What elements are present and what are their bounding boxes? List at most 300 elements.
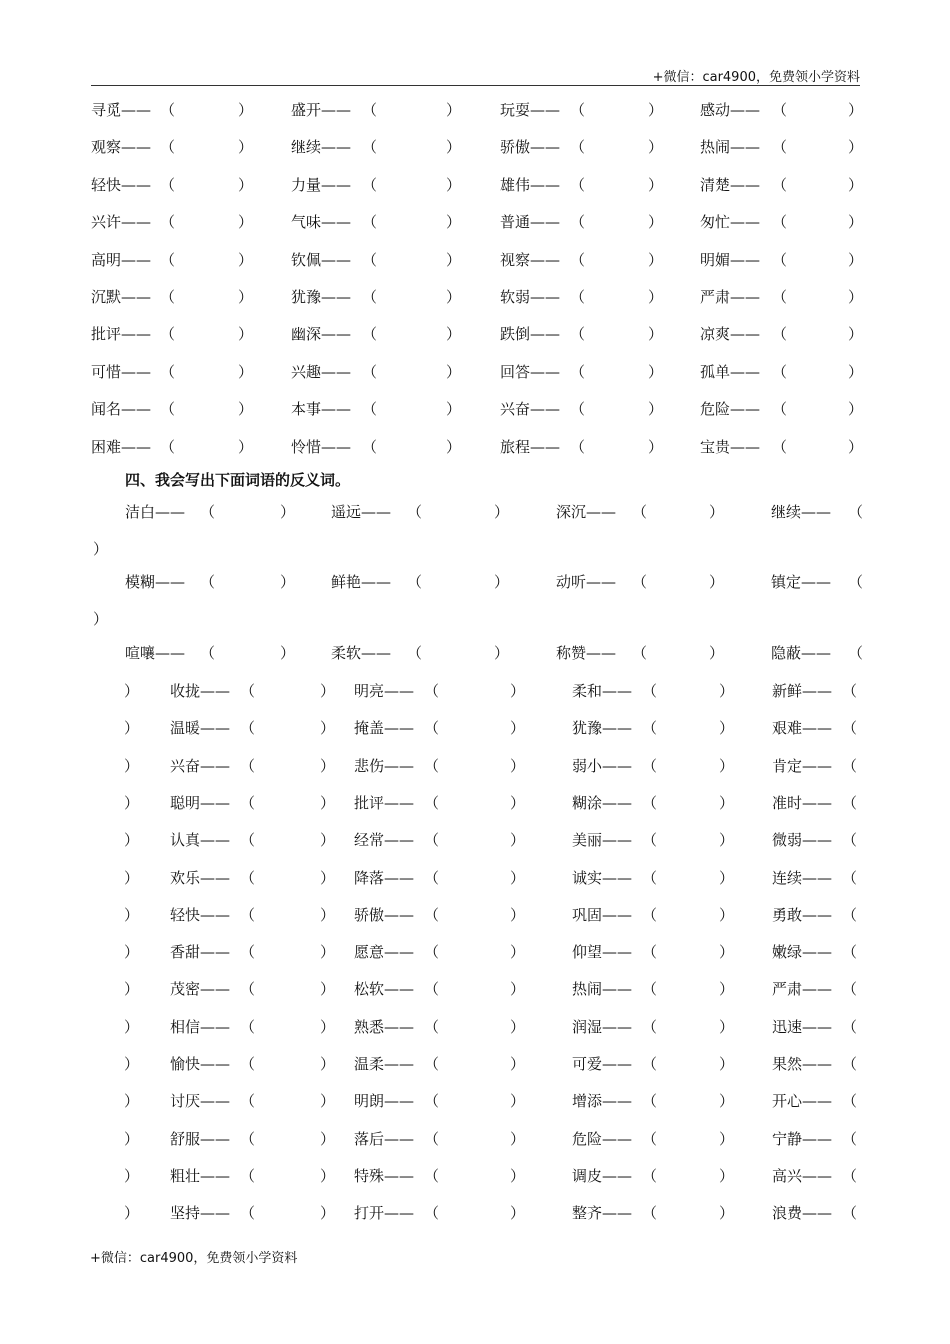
- blank-open-paren: （: [424, 793, 440, 812]
- blank-close-paren: ）: [648, 288, 664, 306]
- vocab-word: 增添——: [572, 1092, 633, 1111]
- blank-open-paren: （: [160, 101, 176, 119]
- blank-close-paren: ）: [446, 362, 462, 381]
- blank-open-paren: （: [424, 756, 440, 775]
- vocab-word: 巩固——: [572, 905, 633, 924]
- blank-open-paren: （: [424, 1055, 440, 1073]
- blank-open-paren: （: [424, 682, 440, 700]
- blank-open-paren: （: [570, 362, 586, 381]
- blank-open-paren: （: [772, 437, 788, 456]
- blank-close-paren: ）: [446, 175, 462, 194]
- header-rule: [91, 85, 860, 86]
- blank-close-paren: ）: [320, 682, 336, 700]
- blank-open-paren: （: [424, 1092, 440, 1111]
- vocab-word: 明朗——: [354, 1092, 415, 1111]
- blank-open-paren: （: [570, 400, 586, 419]
- blank-close-paren: ）: [320, 1092, 336, 1111]
- blank-open-paren: （: [240, 1017, 256, 1036]
- vocab-word: 盛开——: [291, 101, 352, 119]
- vocab-word: 明亮——: [354, 682, 415, 700]
- blank-open-paren: （: [642, 1204, 658, 1223]
- blank-close-paren: ）: [848, 213, 864, 232]
- vocab-word: 感动——: [700, 101, 761, 119]
- blank-open-paren: （: [842, 943, 858, 962]
- vocab-word: 高兴——: [772, 1166, 833, 1185]
- blank-close-paren: ）: [446, 437, 462, 456]
- blank-close-paren: ）: [446, 400, 462, 419]
- blank-open-paren: （: [570, 175, 586, 194]
- blank-close-paren: ）: [238, 362, 254, 381]
- blank-close-paren: ）: [848, 138, 864, 157]
- vocab-word: 骄傲——: [354, 905, 415, 924]
- section-4-heading: 四、我会写出下面词语的反义词。: [125, 471, 351, 489]
- vocab-word: 宁静——: [772, 1129, 833, 1148]
- blank-open-paren: （: [240, 1129, 256, 1148]
- blank-close-paren: ）: [848, 437, 864, 456]
- blank-open-paren: （: [772, 213, 788, 232]
- blank-close-paren: ）: [719, 1055, 735, 1073]
- vocab-word: 喧嚷——: [125, 644, 186, 662]
- vocab-word: 隐蔽——: [771, 644, 832, 662]
- vocab-word: 称赞——: [556, 644, 617, 662]
- blank-open-paren: （: [842, 1092, 858, 1111]
- blank-open-paren: （: [200, 503, 216, 521]
- blank-close-paren: ）: [320, 1129, 336, 1148]
- blank-open-paren: （: [240, 756, 256, 775]
- blank-close-paren: ）: [494, 503, 510, 521]
- blank-close-paren: ）: [648, 138, 664, 157]
- blank-open-paren: （: [362, 362, 378, 381]
- blank-open-paren: （: [642, 1129, 658, 1148]
- vocab-word: 经常——: [354, 831, 415, 850]
- blank-close-paren: ）: [238, 250, 254, 269]
- vocab-word: 困难——: [91, 437, 152, 456]
- blank-open-paren: （: [772, 138, 788, 157]
- vocab-word: 坚持——: [170, 1204, 231, 1223]
- blank-close-paren: ）: [280, 573, 296, 591]
- vocab-word: 凉爽——: [700, 325, 761, 344]
- blank-open-paren: （: [772, 101, 788, 119]
- blank-open-paren: （: [570, 138, 586, 157]
- vocab-word: 深沉——: [556, 503, 617, 521]
- blank-close-paren: ）: [446, 213, 462, 232]
- blank-close-paren: ）: [446, 250, 462, 269]
- blank-close-paren: ）: [446, 288, 462, 306]
- blank-open-paren: （: [772, 325, 788, 344]
- blank-open-paren: （: [160, 138, 176, 157]
- blank-close-paren: ）: [280, 503, 296, 521]
- vocab-word: 艰难——: [772, 719, 833, 738]
- blank-close-paren: ）: [238, 175, 254, 194]
- vocab-word: 热闹——: [572, 980, 633, 999]
- vocab-word: 果然——: [772, 1055, 833, 1073]
- vocab-word: 鲜艳——: [331, 573, 392, 591]
- vocab-word: 雄伟——: [500, 175, 561, 194]
- vocab-word: 寻觅——: [91, 101, 152, 119]
- blank-close-paren-wrapped: ）: [124, 682, 140, 700]
- blank-close-paren: ）: [648, 250, 664, 269]
- blank-open-paren: （: [642, 1055, 658, 1073]
- blank-close-paren: ）: [510, 943, 526, 962]
- blank-close-paren: ）: [648, 362, 664, 381]
- blank-open-paren: （: [424, 868, 440, 887]
- vocab-word: 沉默——: [91, 288, 152, 306]
- blank-close-paren: ）: [510, 1017, 526, 1036]
- blank-open-paren: （: [240, 1092, 256, 1111]
- vocab-word: 继续——: [771, 503, 832, 521]
- blank-open-paren: （: [362, 213, 378, 232]
- vocab-word: 愉快——: [170, 1055, 231, 1073]
- vocab-word: 批评——: [91, 325, 152, 344]
- vocab-word: 润湿——: [572, 1017, 633, 1036]
- blank-open-paren: （: [160, 175, 176, 194]
- vocab-word: 宝贵——: [700, 437, 761, 456]
- vocab-word: 视察——: [500, 250, 561, 269]
- blank-open-paren: （: [772, 288, 788, 306]
- blank-open-paren: （: [424, 980, 440, 999]
- blank-close-paren: ）: [848, 250, 864, 269]
- blank-open-paren: （: [362, 325, 378, 344]
- blank-close-paren-wrapped: ）: [124, 1166, 140, 1185]
- blank-open-paren: （: [642, 1166, 658, 1185]
- blank-close-paren: ）: [320, 1166, 336, 1185]
- blank-close-paren: ）: [719, 719, 735, 738]
- vocab-word: 嫩绿——: [772, 943, 833, 962]
- vocab-word: 诚实——: [572, 868, 633, 887]
- blank-close-paren: ）: [719, 905, 735, 924]
- blank-close-paren: ）: [320, 943, 336, 962]
- vocab-word: 仰望——: [572, 943, 633, 962]
- vocab-word: 舒服——: [170, 1129, 231, 1148]
- blank-open-paren: （: [362, 175, 378, 194]
- blank-close-paren-wrapped: ）: [124, 980, 140, 999]
- blank-close-paren-wrapped: ）: [124, 1129, 140, 1148]
- vocab-word: 降落——: [354, 868, 415, 887]
- blank-close-paren: ）: [494, 644, 510, 662]
- blank-close-paren: ）: [648, 213, 664, 232]
- blank-open-paren: （: [570, 437, 586, 456]
- blank-close-paren: ）: [719, 1129, 735, 1148]
- vocab-word: 观察——: [91, 138, 152, 157]
- blank-open-paren: （: [848, 573, 864, 591]
- vocab-word: 兴趣——: [291, 362, 352, 381]
- blank-open-paren: （: [642, 719, 658, 738]
- blank-close-paren: ）: [719, 831, 735, 850]
- vocab-word: 讨厌——: [170, 1092, 231, 1111]
- blank-open-paren: （: [842, 1204, 858, 1223]
- blank-close-paren: ）: [320, 793, 336, 812]
- blank-close-paren: ）: [320, 1017, 336, 1036]
- blank-close-paren: ）: [648, 437, 664, 456]
- blank-open-paren: （: [642, 831, 658, 850]
- blank-close-paren: ）: [238, 101, 254, 119]
- vocab-word: 清楚——: [700, 175, 761, 194]
- vocab-word: 力量——: [291, 175, 352, 194]
- blank-open-paren: （: [424, 1129, 440, 1148]
- vocab-word: 怜惜——: [291, 437, 352, 456]
- blank-open-paren: （: [160, 288, 176, 306]
- blank-open-paren: （: [642, 943, 658, 962]
- vocab-word: 打开——: [354, 1204, 415, 1223]
- blank-open-paren: （: [160, 437, 176, 456]
- blank-close-paren: ）: [719, 1017, 735, 1036]
- blank-open-paren: （: [642, 980, 658, 999]
- vocab-word: 热闹——: [700, 138, 761, 157]
- vocab-word: 愿意——: [354, 943, 415, 962]
- footer-note: +微信：car4900，免费领小学资料: [90, 1251, 298, 1266]
- vocab-word: 严肃——: [772, 980, 833, 999]
- blank-open-paren: （: [642, 1017, 658, 1036]
- vocab-word: 认真——: [170, 831, 231, 850]
- vocab-word: 柔和——: [572, 682, 633, 700]
- blank-close-paren-wrapped: ）: [124, 943, 140, 962]
- blank-open-paren: （: [848, 503, 864, 521]
- blank-close-paren: ）: [510, 756, 526, 775]
- blank-open-paren: （: [632, 644, 648, 662]
- blank-open-paren: （: [240, 831, 256, 850]
- blank-close-paren: ）: [280, 644, 296, 662]
- blank-close-paren: ）: [848, 288, 864, 306]
- blank-close-paren: ）: [648, 101, 664, 119]
- vocab-word: 闻名——: [91, 400, 152, 419]
- blank-open-paren: （: [772, 400, 788, 419]
- blank-close-paren: ）: [848, 175, 864, 194]
- vocab-word: 高明——: [91, 250, 152, 269]
- vocab-word: 兴奋——: [170, 756, 231, 775]
- vocab-word: 兴许——: [91, 213, 152, 232]
- blank-open-paren: （: [842, 868, 858, 887]
- blank-open-paren: （: [842, 756, 858, 775]
- blank-open-paren: （: [772, 362, 788, 381]
- vocab-word: 镇定——: [771, 573, 832, 591]
- blank-open-paren: （: [240, 980, 256, 999]
- blank-close-paren: ）: [510, 905, 526, 924]
- blank-close-paren: ）: [709, 503, 725, 521]
- vocab-word: 匆忙——: [700, 213, 761, 232]
- blank-open-paren: （: [424, 831, 440, 850]
- blank-open-paren: （: [842, 1017, 858, 1036]
- vocab-word: 准时——: [772, 793, 833, 812]
- blank-open-paren: （: [842, 1166, 858, 1185]
- vocab-word: 粗壮——: [170, 1166, 231, 1185]
- blank-close-paren: ）: [320, 719, 336, 738]
- vocab-word: 收拢——: [170, 682, 231, 700]
- blank-close-paren: ）: [510, 1055, 526, 1073]
- blank-close-paren-wrapped: ）: [124, 1092, 140, 1111]
- blank-close-paren: ）: [238, 138, 254, 157]
- blank-close-paren: ）: [238, 400, 254, 419]
- blank-close-paren: ）: [446, 325, 462, 344]
- vocab-word: 开心——: [772, 1092, 833, 1111]
- vocab-word: 调皮——: [572, 1166, 633, 1185]
- blank-close-paren: ）: [848, 400, 864, 419]
- vocab-word: 旅程——: [500, 437, 561, 456]
- blank-open-paren: （: [570, 250, 586, 269]
- vocab-word: 欢乐——: [170, 868, 231, 887]
- blank-open-paren: （: [240, 719, 256, 738]
- blank-open-paren: （: [842, 1129, 858, 1148]
- vocab-word: 美丽——: [572, 831, 633, 850]
- vocab-word: 普通——: [500, 213, 561, 232]
- blank-close-paren: ）: [848, 362, 864, 381]
- vocab-word: 犹豫——: [572, 719, 633, 738]
- blank-close-paren: ）: [446, 101, 462, 119]
- blank-close-paren: ）: [510, 980, 526, 999]
- blank-open-paren: （: [842, 905, 858, 924]
- blank-open-paren: （: [642, 905, 658, 924]
- blank-open-paren: （: [362, 288, 378, 306]
- blank-close-paren: ）: [719, 1092, 735, 1111]
- blank-open-paren: （: [240, 943, 256, 962]
- vocab-word: 幽深——: [291, 325, 352, 344]
- blank-open-paren: （: [362, 437, 378, 456]
- blank-open-paren: （: [240, 868, 256, 887]
- vocab-word: 犹豫——: [291, 288, 352, 306]
- blank-close-paren-wrapped: ）: [93, 540, 109, 558]
- blank-open-paren: （: [160, 400, 176, 419]
- blank-open-paren: （: [200, 644, 216, 662]
- vocab-word: 浪费——: [772, 1204, 833, 1223]
- blank-close-paren-wrapped: ）: [124, 719, 140, 738]
- vocab-word: 气味——: [291, 213, 352, 232]
- blank-open-paren: （: [642, 868, 658, 887]
- blank-close-paren: ）: [709, 644, 725, 662]
- blank-close-paren-wrapped: ）: [124, 868, 140, 887]
- blank-close-paren: ）: [709, 573, 725, 591]
- blank-close-paren-wrapped: ）: [124, 1017, 140, 1036]
- vocab-word: 本事——: [291, 400, 352, 419]
- blank-open-paren: （: [362, 101, 378, 119]
- blank-open-paren: （: [848, 644, 864, 662]
- blank-close-paren-wrapped: ）: [124, 831, 140, 850]
- blank-open-paren: （: [842, 793, 858, 812]
- blank-open-paren: （: [842, 831, 858, 850]
- blank-open-paren: （: [570, 101, 586, 119]
- blank-open-paren: （: [642, 793, 658, 812]
- blank-close-paren: ）: [848, 325, 864, 344]
- blank-close-paren: ）: [320, 756, 336, 775]
- blank-close-paren: ）: [719, 682, 735, 700]
- blank-open-paren: （: [570, 213, 586, 232]
- blank-open-paren: （: [424, 1204, 440, 1223]
- blank-open-paren: （: [842, 1055, 858, 1073]
- vocab-word: 悲伤——: [354, 756, 415, 775]
- blank-open-paren: （: [407, 644, 423, 662]
- blank-open-paren: （: [842, 980, 858, 999]
- blank-close-paren-wrapped: ）: [124, 1055, 140, 1073]
- blank-close-paren: ）: [510, 1166, 526, 1185]
- blank-close-paren: ）: [719, 943, 735, 962]
- blank-close-paren: ）: [510, 1204, 526, 1223]
- vocab-word: 轻快——: [91, 175, 152, 194]
- vocab-word: 兴奋——: [500, 400, 561, 419]
- blank-close-paren: ）: [648, 325, 664, 344]
- blank-open-paren: （: [632, 573, 648, 591]
- vocab-word: 茂密——: [170, 980, 231, 999]
- vocab-word: 孤单——: [700, 362, 761, 381]
- vocab-word: 整齐——: [572, 1204, 633, 1223]
- vocab-word: 连续——: [772, 868, 833, 887]
- blank-open-paren: （: [570, 288, 586, 306]
- blank-close-paren: ）: [848, 101, 864, 119]
- blank-open-paren: （: [240, 682, 256, 700]
- blank-close-paren: ）: [648, 175, 664, 194]
- blank-open-paren: （: [642, 1092, 658, 1111]
- vocab-word: 可爱——: [572, 1055, 633, 1073]
- blank-close-paren: ）: [320, 831, 336, 850]
- blank-open-paren: （: [632, 503, 648, 521]
- vocab-word: 糊涂——: [572, 793, 633, 812]
- blank-close-paren: ）: [510, 1129, 526, 1148]
- blank-open-paren: （: [240, 1166, 256, 1185]
- blank-open-paren: （: [160, 250, 176, 269]
- vocab-word: 严肃——: [700, 288, 761, 306]
- blank-open-paren: （: [160, 213, 176, 232]
- vocab-word: 掩盖——: [354, 719, 415, 738]
- header-note: +微信：car4900，免费领小学资料: [652, 70, 860, 85]
- vocab-word: 软弱——: [500, 288, 561, 306]
- blank-close-paren: ）: [719, 1166, 735, 1185]
- vocab-word: 继续——: [291, 138, 352, 157]
- blank-close-paren: ）: [719, 1204, 735, 1223]
- blank-close-paren: ）: [494, 573, 510, 591]
- vocab-word: 玩耍——: [500, 101, 561, 119]
- vocab-word: 轻快——: [170, 905, 231, 924]
- vocab-word: 洁白——: [125, 503, 186, 521]
- vocab-word: 松软——: [354, 980, 415, 999]
- blank-close-paren-wrapped: ）: [124, 1204, 140, 1223]
- blank-close-paren: ）: [510, 1092, 526, 1111]
- vocab-word: 温柔——: [354, 1055, 415, 1073]
- vocab-word: 熟悉——: [354, 1017, 415, 1036]
- vocab-word: 明媚——: [700, 250, 761, 269]
- blank-close-paren: ）: [510, 793, 526, 812]
- blank-close-paren: ）: [320, 868, 336, 887]
- blank-close-paren-wrapped: ）: [93, 610, 109, 628]
- blank-close-paren-wrapped: ）: [124, 793, 140, 812]
- blank-open-paren: （: [160, 325, 176, 344]
- vocab-word: 香甜——: [170, 943, 231, 962]
- blank-close-paren: ）: [238, 213, 254, 232]
- vocab-word: 肯定——: [772, 756, 833, 775]
- blank-open-paren: （: [407, 503, 423, 521]
- vocab-word: 弱小——: [572, 756, 633, 775]
- blank-open-paren: （: [362, 400, 378, 419]
- blank-open-paren: （: [160, 362, 176, 381]
- vocab-word: 聪明——: [170, 793, 231, 812]
- blank-open-paren: （: [200, 573, 216, 591]
- vocab-word: 落后——: [354, 1129, 415, 1148]
- blank-open-paren: （: [240, 793, 256, 812]
- blank-open-paren: （: [362, 138, 378, 157]
- blank-open-paren: （: [424, 719, 440, 738]
- blank-open-paren: （: [642, 682, 658, 700]
- blank-close-paren: ）: [320, 1055, 336, 1073]
- vocab-word: 可惜——: [91, 362, 152, 381]
- blank-close-paren: ）: [510, 831, 526, 850]
- vocab-word: 迅速——: [772, 1017, 833, 1036]
- blank-close-paren-wrapped: ）: [124, 756, 140, 775]
- vocab-word: 动听——: [556, 573, 617, 591]
- vocab-word: 微弱——: [772, 831, 833, 850]
- vocab-word: 回答——: [500, 362, 561, 381]
- blank-open-paren: （: [240, 1204, 256, 1223]
- blank-open-paren: （: [407, 573, 423, 591]
- blank-close-paren: ）: [510, 868, 526, 887]
- blank-open-paren: （: [424, 1017, 440, 1036]
- blank-close-paren: ）: [719, 868, 735, 887]
- vocab-word: 遥远——: [331, 503, 392, 521]
